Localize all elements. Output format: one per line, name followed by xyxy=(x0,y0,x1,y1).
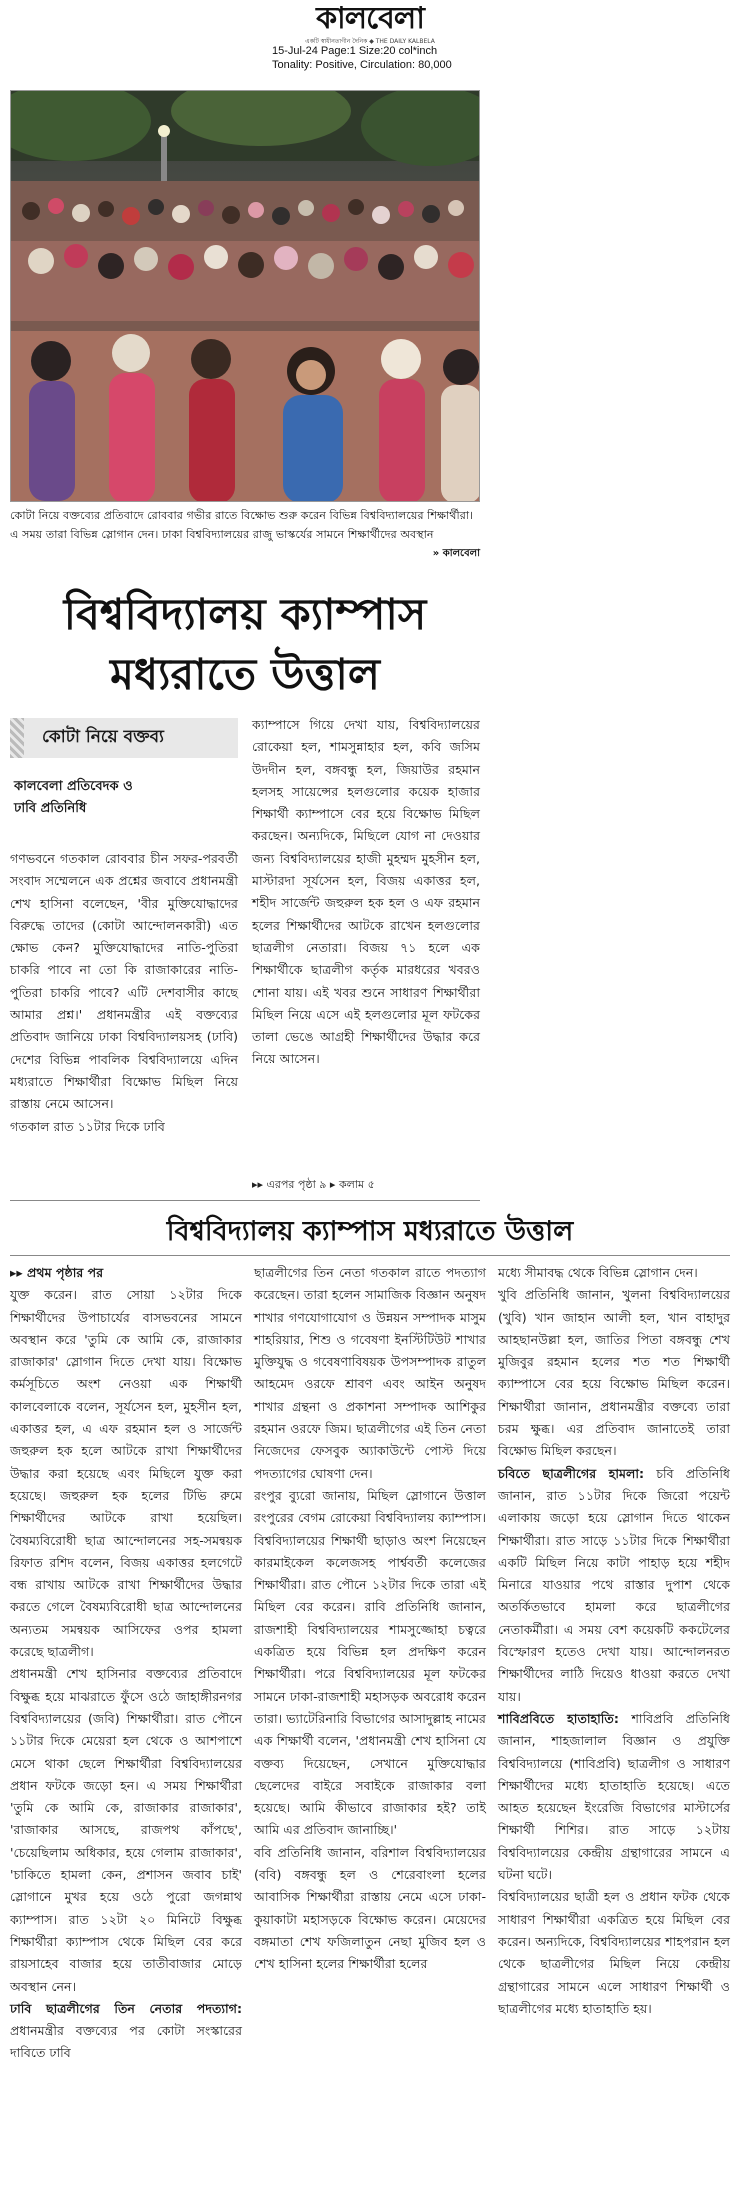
cont-col1-p1: যুক্ত করেন। রাত সোয়া ১২টার দিকে শিক্ষার্থীদের উপাচার্যের বাসভবনের সামনে অবস্থান করে 'তুমি কে আমি কে, রাজাকার রাজাকার' স্লোগান দিতে দেখা যায়। বিক্ষোভ কর্মসূচিতে অংশ নেওয়া এক শিক্ষার্থী কালবেলাকে বলেন, সূর্যসেন হল, মুহসীন হল, একাত্তর হল, এ এফ রহমান হল ও সার্জেন্ট জহুরুল হক হলে আটকে রাখা শিক্ষার্থীদের উদ্ধার করা হয়েছে এবং মিছিলে যুক্ত করা হয়েছে। জহুরুল হক হলের টিভি রুমে শিক্ষার্থীদের আটকে রাখা হয়েছিল। বৈষম্যবিরোধী ছাত্র আন্দোলনের সহ-সমন্বয়ক রিফাত রশিদ বলেন, বিজয় একাত্তর হলগেটে বন্ধ রাখায় আটকে রাখা শিক্ষার্থীদের উদ্ধার করতে গেলে বৈষম্যবিরোধী ছাত্র আন্দোলনের অন্যতম সমন্বয়ক আসিফের ওপর হামলা করেছে ছাত্রলীগ। xyxy=(10,1287,242,1660)
continuation-column-2 xyxy=(254,1262,486,1976)
cont-col3-subhead-2: শাবিপ্রবিতে হাতাহাতি: xyxy=(498,1710,619,1726)
cont-col1-p2: প্রধানমন্ত্রী শেখ হাসিনার বক্তব্যের প্রতিবাদে বিক্ষুব্ধ হয়ে মাঝরাতে ফুঁসে ওঠে জাহাঙ্গীরনগর বিশ্ববিদ্যালয়ের (জবি) শিক্ষার্থীরা। রাত পৌনে ১১টার দিকে মেয়েরা হল থেকে ও আশপাশে মেসে থাকা ছেলে শিক্ষার্থীরা বিশ্ববিদ্যালয়ের প্রধান ফটকে জড়ো হন। এ সময় শিক্ষার্থীরা 'তুমি কে আমি কে, রাজাকার রাজাকার', 'রাজাকার আসছে, রাজপথ কাঁপছে', 'চেয়েছিলাম অধিকার, হয়ে গেলাম রাজাকার', 'চাকিতে হামলা কেন, প্রশাসন জবাব চাই' স্লোগানে মুখর হয়ে ওঠে পুরো জগন্নাথ ক্যাম্পাস। রাত ১২টা ২০ মিনিটে বিক্ষুব্ধ শিক্ষার্থীরা ক্যাম্পাস থেকে মিছিল বের করে রায়সাহেব বাজার হয়ে তাতীবাজার মোড়ে অবস্থান নেন। xyxy=(10,1666,242,1994)
protest-photo xyxy=(10,90,480,502)
kicker-label xyxy=(10,718,238,758)
cont-col2-p3: ববি প্রতিনিধি জানান, বরিশাল বিশ্ববিদ্যালয়ের (ববি) বঙ্গবন্ধু হল ও শেরেবাংলা হলের আবাসিক শিক্ষার্থীরা রাস্তায় নেমে এসে ঢাকা-কুয়াকাটা মহাসড়কে বিক্ষোভ করেন। মেয়েদের বঙ্গমাতা শেখ ফজিলাতুন নেছা মুজিব হল ও শেখ হাসিনা হলের শিক্ষার্থীরা হলের xyxy=(254,1844,486,1972)
continuation-headline: বিশ্ববিদ্যালয় ক্যাম্পাস মধ্যরাতে উত্তাল xyxy=(166,1216,574,1247)
clip-meta-line1: 15-Jul-24 Page:1 Size:20 col*inch xyxy=(272,45,438,57)
cont-col3-p1: মধ্যে সীমাবদ্ধ থেকে বিভিন্ন স্লোগান দেন। xyxy=(498,1265,698,1280)
column-2-paragraph: ক্যাম্পাসে গিয়ে দেখা যায়, বিশ্ববিদ্যালয়ের রোকেয়া হল, শামসুন্নাহার হল, কবি জসিম উদদীন হল, বঙ্গবন্ধু হল, জিয়াউর রহমান হলসহ সায়েন্সের হলগুলোর কয়েক হাজার শিক্ষার্থী ক্যাম্পাসে বের হয়ে বিক্ষোভ মিছিল করছেন। অন্যদিকে, মিছিলে যোগ না দেওয়ার জন্য বিশ্ববিদ্যালয়ের হাজী মুহম্মদ মুহসীন হল, মাস্টারদা সূর্যসেন হল, বিজয় একাত্তর হল, শহীদ সার্জেন্ট জহুরুল হক হল ও এফ রহমান হলের শিক্ষার্থীদের আটকে রাখেন হলগুলোর ছাত্রলীগ নেতারা। বিজয় ৭১ হলে এক শিক্ষার্থীকে ছাত্রলীগ কর্তৃক মারধরের খবরও শোনা যায়। এই খবর শুনে সাধারণ শিক্ষার্থীরা মিছিল নিয়ে এসে এই হলগুলোর মূল ফটকের তালা ভেঙে আগ্রহী শিক্ষার্থীদের উদ্ধার করে নিয়ে আসেন। xyxy=(252,717,480,1067)
column-1-paragraph-b: গতকাল রাত ১১টার দিকে ঢাবি xyxy=(10,1118,165,1134)
article-column-2 xyxy=(252,714,480,1071)
photo-credit: » কালবেলা xyxy=(432,548,480,559)
cont-col2-p2: রংপুর ব্যুরো জানায়, মিছিল স্লোগানে উত্তাল রংপুরের বেগম রোকেয়া বিশ্ববিদ্যালয় ক্যাম্পাস। বিশ্ববিদ্যালয়ের শিক্ষার্থী ছাড়াও অংশ নিয়েছেন কারমাইকেল কলেজসহ পার্শ্ববর্তী কলেজের শিক্ষার্থীরা। রাত পৌনে ১২টার দিকে তারা এই মিছিল বের করেন। রাবি প্রতিনিধি জানান, রাজশাহী বিশ্ববিদ্যালয়ের শামসুজ্জোহা চত্বরে একত্রিত হয়ে বিভিন্ন হল প্রদক্ষিণ করেন শিক্ষার্থীরা। পরে বিশ্ববিদ্যালয়ের মূল ফটকের সামনে ঢাকা-রাজশাহী মহাসড়ক অবরোধ করেন তারা। ভ্যাটেরিনারি বিভাগের আসাদুল্লাহ নামের এক শিক্ষার্থী বলেন, 'প্রধানমন্ত্রী শেখ হাসিনা যে বক্তব্য দিয়েছেন, সেখানে মুক্তিযোদ্ধার ছেলেদের বাইরে সবাইকে রাজাকার বলা হয়েছে। আমি কীভাবে রাজাকার হই? তাই আমি এর প্রতিবাদ জানাচ্ছি।' xyxy=(254,1487,486,1838)
byline xyxy=(14,776,236,820)
continuation-column-1 xyxy=(10,1262,242,2065)
masthead xyxy=(270,2,470,47)
cont-col3-p2: খুবি প্রতিনিধি জানান, খুলনা বিশ্ববিদ্যালয়ের (খুবি) খান জাহান আলী হল, খান বাহাদুর আহছানউল্লা হল, জাতির পিতা বঙ্গবন্ধু শেখ মুজিবুর রহমান হলের শত শত শিক্ষার্থী ক্যাম্পাসে বের হয়ে বিক্ষোভ মিছিল করেন। শিক্ষার্থীরা জানান, প্রধানমন্ত্রীর বক্তব্যে তারা চরম ক্ষুব্ধ। এর প্রতিবাদ জানাতেই তারা বিক্ষোভ মিছিল করছেন। xyxy=(498,1287,730,1459)
cont-col3-p5: বিশ্ববিদ্যালয়ের ছাত্রী হল ও প্রধান ফটক থেকে সাধারণ শিক্ষার্থীরা একত্রিত হয়ে মিছিল বের করেন। অন্যদিকে, বিশ্ববিদ্যালয়ের শাহপরান হল থেকে ছাত্রলীগের মিছিল নিয়ে কেন্দ্রীয় গ্রন্থাগারের সামনে এলে সাধারণ শিক্ষার্থী ও ছাত্রলীগের মধ্যে হাতাহাতি হয়। xyxy=(498,1889,730,2016)
headline-line-1: বিশ্ববিদ্যালয় ক্যাম্পাস xyxy=(63,590,427,640)
cont-col3-p3: চবি প্রতিনিধি জানান, রাত ১১টার দিকে জিরো পয়েন্ট এলাকায় জড়ো হয়ে স্লোগান দিতে থাকেন শিক্ষার্থীরা। রাত সাড়ে ১১টার দিকে শিক্ষার্থীরা একটি মিছিল নিয়ে কাটা পাহাড় হয়ে শহীদ মিনারে যাওয়ার পথে রাস্তার দুপাশ থেকে অতর্কিতভাবে হামলা করে ছাত্রলীগের নেতাকর্মীরা। এ সময় বেশ কয়েকটি ককটেলের বিস্ফোরণ হতেও দেখা যায়। আন্দোলনরত শিক্ষার্থীদের লাঠি দিয়েও ধাওয়া করতে দেখা যায়। xyxy=(498,1465,730,1704)
continuation-rule xyxy=(10,1255,730,1256)
section-divider xyxy=(10,1200,480,1201)
article-column-1 xyxy=(10,848,238,1138)
cont-col1-p3: প্রধানমন্ত্রীর বক্তব্যের পর কোটা সংস্কারের দাবিতে ঢাবি xyxy=(10,2023,242,2061)
jump-line[interactable]: ▸▸ এরপর পৃষ্ঠা ৯ ▸ কলাম ৫ xyxy=(252,1178,375,1191)
column-1-paragraph: গণভবনে গতকাল রোববার চীন সফর-পরবর্তী সংবাদ সম্মেলনে এক প্রশ্নের জবাবে প্রধানমন্ত্রী শেখ হাসিনা বলেছেন, 'বীর মুক্তিযোদ্ধাদের বিরুদ্ধে তাদের (কোটা আন্দোলনকারী) এত ক্ষোভ কেন? মুক্তিযোদ্ধাদের নাতি-পুতিরা চাকরি পাবে না তো কি রাজাকারের নাতি-পুতিরা চাকরি পাবে? এটি দেশবাসীর কাছে আমার প্রশ্ন।' প্রধানমন্ত্রীর এই বক্তব্যের প্রতিবাদ জানিয়ে ঢাকা বিশ্ববিদ্যালয়সহ (ঢাবি) দেশের বিভিন্ন পাবলিক বিশ্ববিদ্যালয়ে এদিন মধ্যরাতে শিক্ষার্থীরা বিক্ষোভ মিছিল নিয়ে রাস্তায় নেমে আসেন। xyxy=(10,851,238,1112)
byline-line-1: কালবেলা প্রতিবেদক ও xyxy=(14,779,133,794)
kicker-text: কোটা নিয়ে বক্তব্য xyxy=(42,727,164,747)
protest-crowd-illustration xyxy=(11,91,480,502)
byline-line-2: ঢাবি প্রতিনিধি xyxy=(14,801,87,816)
caption-text: কোটা নিয়ে বক্তব্যের প্রতিবাদে রোববার গভীর রাতে বিক্ষোভ শুরু করেন বিভিন্ন বিশ্ববিদ্যালয়ের শিক্ষার্থীরা। এ সময় তারা বিভিন্ন স্লোগান দেন। ঢাকা বিশ্ববিদ্যালয়ের রাজু ভাস্কর্যের সামনে শিক্ষার্থীদের অবস্থান xyxy=(10,509,474,541)
cont-col3-subhead-1: চবিতে ছাত্রলীগের হামলা: xyxy=(498,1465,645,1481)
continuation-column-3 xyxy=(498,1262,730,2020)
kicker-pattern xyxy=(10,718,24,758)
photo-caption xyxy=(10,506,480,563)
cont-col2-p1: ছাত্রলীগের তিন নেতা গতকাল রাতে পদত্যাগ করেছেন। তারা হলেন সামাজিক বিজ্ঞান অনুষদ শাখার গণযোগাযোগ ও উন্নয়ন সম্পাদক মাসুম শাহরিয়ার, শিশু ও গবেষণা ইনস্টিটিউট শাখার মুক্তিযুদ্ধ ও গবেষণাবিষয়ক উপসম্পাদক রাতুল আহমেদ ওরফে শ্রাবণ এবং আইন অনুষদ শাখার গ্রন্থনা ও প্রকাশনা সম্পাদক আশিকুর রহমান ওরফে জিম। ছাত্রলীগের এই তিন নেতা নিজেদের ফেসবুক অ্যাকাউন্টে পোস্ট দিয়ে পদত্যাগের ঘোষণা দেন। xyxy=(254,1265,486,1481)
clip-meta xyxy=(272,44,452,72)
newspaper-logo: কালবেলা xyxy=(316,1,424,36)
headline-line-2: মধ্যরাতে উত্তাল xyxy=(110,650,380,700)
continued-from: ▸▸ প্রথম পৃষ্ঠার পর xyxy=(10,1265,104,1280)
clip-meta-line2: Tonality: Positive, Circulation: 80,000 xyxy=(272,59,452,71)
cont-col3-p4: শাবিপ্রবি প্রতিনিধি জানান, শাহজালাল বিজ্ঞান ও প্রযুক্তি বিশ্ববিদ্যালয়ে (শাবিপ্রবি) ছাত্রলীগ ও সাধারণ শিক্ষার্থীদের মধ্যে হাতাহাতি হয়েছে। এতে আহত হয়েছেন ইংরেজি বিভাগের মাস্টার্সের শিক্ষার্থী শিশির। রাত সাড়ে ১২টায় বিশ্ববিদ্যালয়ের কেন্দ্রীয় গ্রন্থাগারের সামনে এ ঘটনা ঘটে। xyxy=(498,1710,730,1883)
main-headline xyxy=(10,585,480,705)
masthead-tagline: একটি স্বাধীনতাগীন দৈনিক ◆ THE DAILY KALBELA xyxy=(305,38,435,45)
cont-col1-subhead: ঢাবি ছাত্রলীগের তিন নেতার পদত্যাগ: xyxy=(10,2000,242,2016)
